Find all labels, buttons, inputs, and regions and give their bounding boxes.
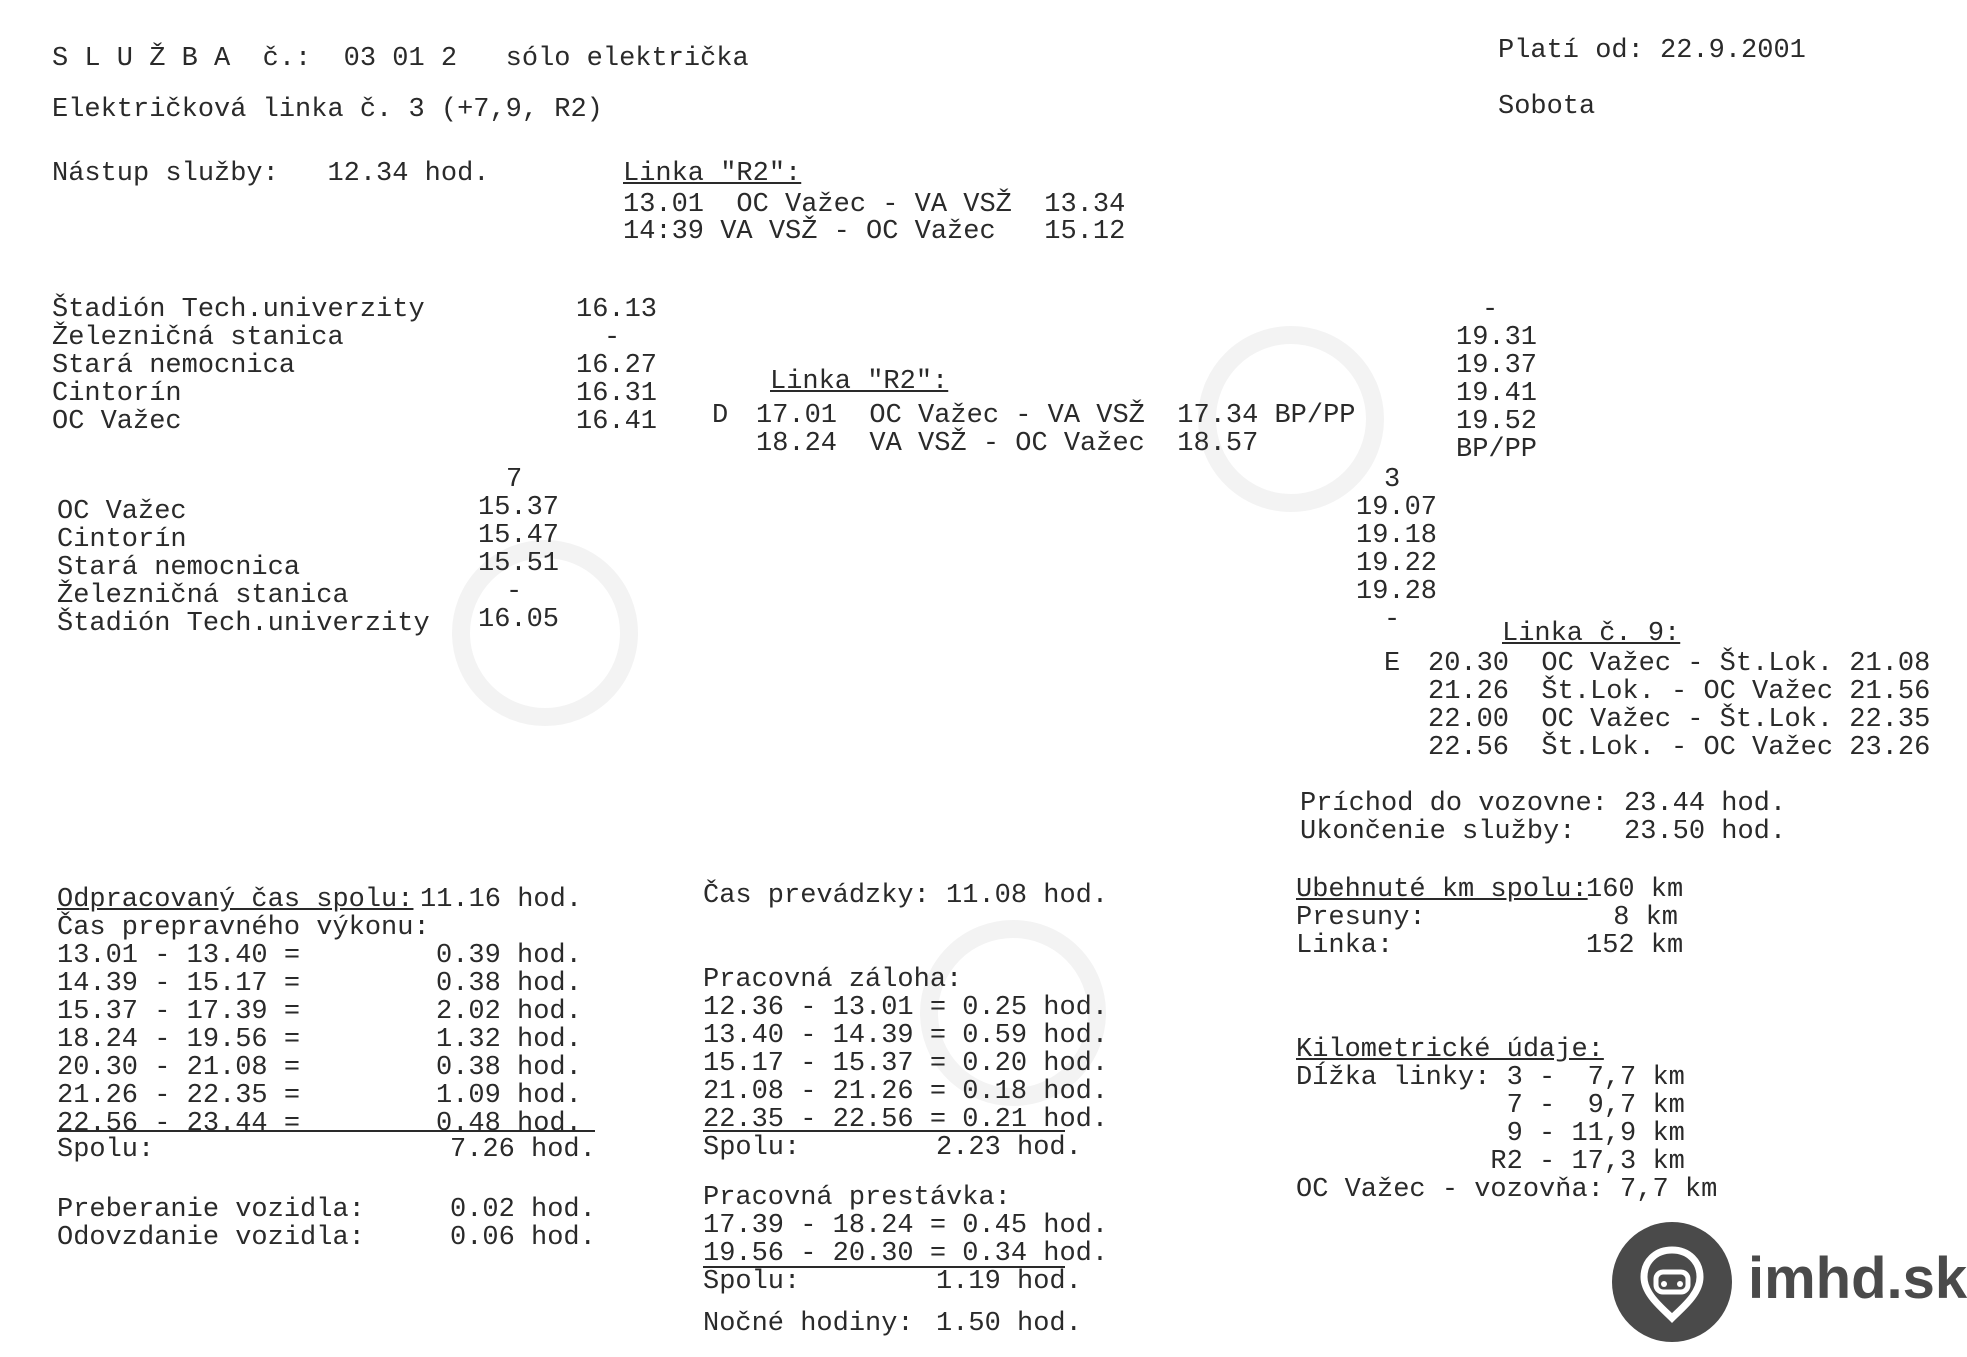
right-col-time: 19.41 (1456, 379, 1538, 409)
km-title: Ubehnuté km spolu: (1296, 875, 1588, 905)
r2-second-row: 18.24 VA VSŽ - OC Važec 18.57 (756, 429, 1259, 459)
right-col-time: 19.37 (1456, 351, 1538, 381)
reserve-row: 15.17 - 15.37 = 0.20 hod. (703, 1049, 1109, 1079)
worked-value: 0.48 hod. (436, 1109, 582, 1139)
worked-total-label: Spolu: (57, 1135, 155, 1165)
reserve-title: Pracovná záloha: (703, 965, 963, 995)
stops-b-time: 15.47 (478, 521, 560, 551)
right-col-time: BP/PP (1456, 435, 1538, 465)
reserve-total-value: 2.23 hod. (936, 1133, 1082, 1163)
stops-a-time: 16.41 (576, 407, 658, 437)
worked-range: 14.39 - 15.17 = (57, 969, 301, 999)
worked-value: 1.09 hod. (436, 1081, 582, 1111)
kilometric-row: OC Važec - vozovňa: 7,7 km (1296, 1175, 1718, 1205)
worked-range: 22.56 - 23.44 = (57, 1109, 301, 1139)
reserve-total-rule (703, 1130, 1065, 1132)
imhd-bus-pin-icon (1612, 1222, 1732, 1342)
worked-value: 1.32 hod. (436, 1025, 582, 1055)
r2-second-marker: D (712, 401, 729, 431)
stops-b-name: Cintorín (57, 525, 187, 555)
service-end: Ukončenie služby: 23.50 hod. (1300, 817, 1787, 847)
km-title-value: 160 km (1586, 875, 1684, 905)
worked-total-rule (57, 1130, 595, 1132)
line3-label: 3 (1384, 465, 1401, 495)
stops-a-name: Cintorín (52, 379, 182, 409)
right-col-time: 19.31 (1456, 323, 1538, 353)
stops-b-name: Železničná stanica (57, 581, 349, 611)
stops-b-time: 15.51 (478, 549, 560, 579)
stops-a-time: 16.27 (576, 351, 658, 381)
stops-b-time: 16.05 (478, 605, 560, 635)
reserve-row: 21.08 - 21.26 = 0.18 hod. (703, 1077, 1109, 1107)
right-col-time: - (1482, 295, 1499, 325)
stops-b-name: Štadión Tech.univerzity (57, 609, 430, 639)
worked-range: 15.37 - 17.39 = (57, 997, 301, 1027)
break-row: 19.56 - 20.30 = 0.34 hod. (703, 1239, 1109, 1269)
line9-title: Linka č. 9: (1502, 619, 1681, 649)
depot-arrival: Príchod do vozovne: 23.44 hod. (1300, 789, 1787, 819)
r2-first-row: 14:39 VA VSŽ - OC Važec 15.12 (623, 217, 1126, 247)
km-transfers-label: Presuny: (1296, 903, 1426, 933)
operation-time: Čas prevádzky: 11.08 hod. (703, 881, 1109, 911)
break-total-label: Spolu: (703, 1267, 801, 1297)
worked-range: 18.24 - 19.56 = (57, 1025, 301, 1055)
worked-title: Odpracovaný čas spolu: (57, 885, 414, 915)
reserve-row: 13.40 - 14.39 = 0.59 hod. (703, 1021, 1109, 1051)
worked-title-value: 11.16 hod. (420, 885, 583, 915)
valid-from: Platí od: 22.9.2001 (1498, 36, 1806, 66)
vehicle-return-value: 0.06 hod. (450, 1223, 596, 1253)
worked-value: 0.38 hod. (436, 1053, 582, 1083)
worked-range: 20.30 - 21.08 = (57, 1053, 301, 1083)
imhd-logo (1612, 1222, 1967, 1342)
line3-time: 19.07 (1356, 493, 1438, 523)
worked-range: 21.26 - 22.35 = (57, 1081, 301, 1111)
km-line-value: 152 km (1586, 931, 1684, 961)
stops-a-time: - (604, 323, 621, 353)
break-title: Pracovná prestávka: (703, 1183, 1011, 1213)
reserve-row: 22.35 - 22.56 = 0.21 hod. (703, 1105, 1109, 1135)
km-transfers-value: 8 km (1613, 903, 1678, 933)
day-of-week: Sobota (1498, 92, 1596, 122)
kilometric-row: 7 - 9,7 km (1296, 1091, 1685, 1121)
stops-b-name: Stará nemocnica (57, 553, 301, 583)
vehicle-pickup-label: Preberanie vozidla: (57, 1195, 365, 1225)
worked-value: 2.02 hod. (436, 997, 582, 1027)
kilometric-row: Dĺžka linky: 3 - 7,7 km (1296, 1063, 1685, 1093)
service-start: Nástup služby: 12.34 hod. (52, 159, 490, 189)
r2-first-title: Linka "R2": (623, 159, 802, 189)
line3-time: 19.22 (1356, 549, 1438, 579)
stops-a-time: 16.13 (576, 295, 658, 325)
service-number: S L U Ž B A č.: 03 01 2 sólo električka (52, 44, 749, 74)
imhd-logo-text: imhd.sk (1748, 1246, 1967, 1311)
stops-a-name: Štadión Tech.univerzity (52, 295, 425, 325)
worked-value: 0.38 hod. (436, 969, 582, 999)
line9-row: 22.00 OC Važec - Št.Lok. 22.35 (1428, 705, 1931, 735)
r2-second-title: Linka "R2": (770, 367, 949, 397)
stops-b-name: OC Važec (57, 497, 187, 527)
worked-total-value: 7.26 hod. (450, 1135, 596, 1165)
right-col-time: 19.52 (1456, 407, 1538, 437)
kilometric-title: Kilometrické údaje: (1296, 1035, 1604, 1065)
stops-a-time: 16.31 (576, 379, 658, 409)
line9-marker: E (1384, 649, 1401, 679)
reserve-row: 12.36 - 13.01 = 0.25 hod. (703, 993, 1109, 1023)
reserve-total-label: Spolu: (703, 1133, 801, 1163)
line9-row: 20.30 OC Važec - Št.Lok. 21.08 (1428, 649, 1931, 679)
vehicle-return-label: Odovzdanie vozidla: (57, 1223, 365, 1253)
stops-b-time: 15.37 (478, 493, 560, 523)
line3-time: - (1384, 605, 1401, 635)
line-description: Električková linka č. 3 (+7,9, R2) (52, 95, 603, 125)
worked-subtitle: Čas prepravného výkonu: (57, 913, 430, 943)
r2-second-row: 17.01 OC Važec - VA VSŽ 17.34 BP/PP (756, 401, 1356, 431)
night-hours-label: Nočné hodiny: (703, 1309, 914, 1339)
stops-b-line: 7 (506, 465, 523, 495)
worked-value: 0.39 hod. (436, 941, 582, 971)
stops-a-name: Železničná stanica (52, 323, 344, 353)
break-total-value: 1.19 hod. (936, 1267, 1082, 1297)
night-hours-value: 1.50 hod. (936, 1309, 1082, 1339)
worked-range: 13.01 - 13.40 = (57, 941, 301, 971)
line9-row: 22.56 Št.Lok. - OC Važec 23.26 (1428, 733, 1931, 763)
km-line-label: Linka: (1296, 931, 1394, 961)
stops-b-time: - (506, 577, 523, 607)
vehicle-pickup-value: 0.02 hod. (450, 1195, 596, 1225)
break-row: 17.39 - 18.24 = 0.45 hod. (703, 1211, 1109, 1241)
line3-time: 19.28 (1356, 577, 1438, 607)
line9-row: 21.26 Št.Lok. - OC Važec 21.56 (1428, 677, 1931, 707)
r2-first-row: 13.01 OC Važec - VA VSŽ 13.34 (623, 190, 1126, 220)
line3-time: 19.18 (1356, 521, 1438, 551)
kilometric-row: 9 - 11,9 km (1296, 1119, 1685, 1149)
stops-a-name: OC Važec (52, 407, 182, 437)
stops-a-name: Stará nemocnica (52, 351, 296, 381)
kilometric-row: R2 - 17,3 km (1296, 1147, 1685, 1177)
